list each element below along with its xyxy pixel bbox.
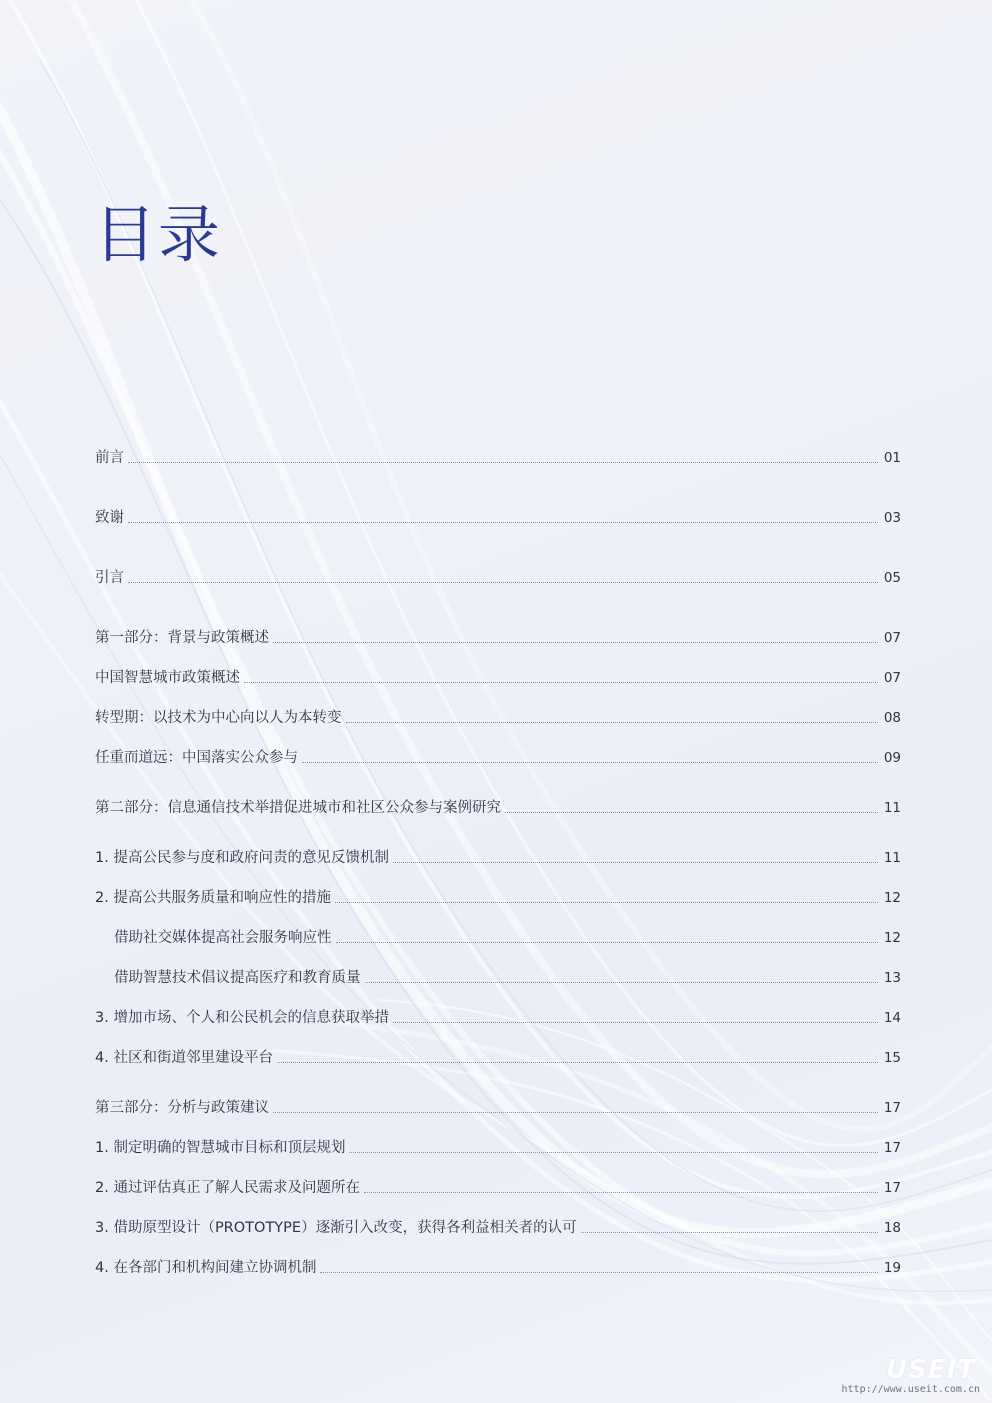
toc-entry-label: 前言: [95, 450, 124, 466]
toc-entry-label: 3. 借助原型设计（PROTOTYPE）逐渐引入改变，获得各利益相关者的认可: [95, 1220, 577, 1236]
toc-leader-dots: [349, 1151, 878, 1153]
toc-leader-dots: [128, 581, 878, 583]
watermark-logo: USEIT: [885, 1355, 976, 1385]
toc-entry[interactable]: [95, 748, 901, 768]
toc-leader-dots: [277, 1061, 878, 1063]
toc-entry[interactable]: [95, 1008, 901, 1028]
toc-leader-dots: [335, 901, 878, 903]
toc-entry[interactable]: [95, 508, 901, 528]
toc-entry-label: 2. 通过评估真正了解人民需求及问题所在: [95, 1180, 360, 1196]
toc-entry-page-number: 13: [883, 970, 901, 986]
toc-entry-page-number: 03: [883, 510, 901, 526]
toc-leader-dots: [505, 811, 878, 813]
toc-entry-page-number: 07: [883, 670, 901, 686]
toc-leader-dots: [336, 941, 879, 943]
toc-entry-page-number: 19: [883, 1260, 901, 1276]
toc-entry[interactable]: [95, 848, 901, 868]
toc-leader-dots: [393, 861, 878, 863]
toc-entry[interactable]: [95, 1098, 901, 1118]
toc-entry-label: 1. 制定明确的智慧城市目标和顶层规划: [95, 1140, 346, 1156]
toc-entry-page-number: 12: [883, 890, 901, 906]
toc-leader-dots: [364, 1191, 878, 1193]
toc-leader-dots: [302, 761, 878, 763]
toc-entry[interactable]: [95, 628, 901, 648]
toc-entry-page-number: 17: [883, 1140, 901, 1156]
toc-leader-dots: [128, 521, 878, 523]
toc-entry[interactable]: [95, 1178, 901, 1198]
toc-entry-label: 1. 提高公民参与度和政府问责的意见反馈机制: [95, 850, 389, 866]
toc-leader-dots: [320, 1271, 878, 1273]
toc-entry-label: 借助智慧技术倡议提高医疗和教育质量: [114, 970, 361, 986]
toc-entry-page-number: 14: [883, 1010, 901, 1026]
toc-entry-label: 中国智慧城市政策概述: [95, 670, 240, 686]
toc-entry[interactable]: [95, 1218, 901, 1238]
toc-entry-label: 第三部分：分析与政策建议: [95, 1100, 269, 1116]
toc-entry-page-number: 17: [883, 1100, 901, 1116]
toc-leader-dots: [346, 721, 879, 723]
toc-leader-dots: [393, 1021, 878, 1023]
watermark-url: http://www.useit.com.cn: [841, 1384, 980, 1395]
toc-entry[interactable]: [95, 1258, 901, 1278]
toc-entry[interactable]: [95, 668, 901, 688]
toc-entry-page-number: 01: [883, 450, 901, 466]
toc-leader-dots: [273, 1111, 878, 1113]
toc-entry-label: 3. 增加市场、个人和公民机会的信息获取举措: [95, 1010, 389, 1026]
toc-entry[interactable]: [95, 798, 901, 818]
toc-title: 目录: [94, 198, 223, 271]
toc-entry[interactable]: [95, 1048, 901, 1068]
toc-entry-page-number: 12: [883, 930, 901, 946]
toc-entry-page-number: 18: [883, 1220, 901, 1236]
toc-leader-dots: [128, 461, 878, 463]
toc-entry[interactable]: [95, 928, 901, 948]
toc-leader-dots: [581, 1231, 878, 1233]
toc-leader-dots: [244, 681, 878, 683]
toc-entry-page-number: 09: [883, 750, 901, 766]
toc-entry-label: 借助社交媒体提高社会服务响应性: [114, 930, 332, 946]
toc-entry-page-number: 17: [883, 1180, 901, 1196]
toc-entry-page-number: 11: [883, 850, 901, 866]
toc-entry-label: 任重而道远：中国落实公众参与: [95, 750, 298, 766]
toc-entry-label: 转型期：以技术为中心向以人为本转变: [95, 710, 342, 726]
toc-entry-label: 4. 在各部门和机构间建立协调机制: [95, 1260, 317, 1276]
toc-entry-page-number: 08: [883, 710, 901, 726]
toc-entry[interactable]: [95, 888, 901, 908]
toc-entry-label: 2. 提高公共服务质量和响应性的措施: [95, 890, 331, 906]
toc-entry-label: 第二部分：信息通信技术举措促进城市和社区公众参与案例研究: [95, 800, 501, 816]
toc-entry-label: 4. 社区和街道邻里建设平台: [95, 1050, 273, 1066]
toc-entry-label: 第一部分：背景与政策概述: [95, 630, 269, 646]
toc-entry-label: 引言: [95, 570, 124, 586]
toc-entry[interactable]: [95, 708, 901, 728]
toc-entry-page-number: 15: [883, 1050, 901, 1066]
toc-leader-dots: [365, 981, 879, 983]
toc-entry-label: 致谢: [95, 510, 124, 526]
toc-entry-page-number: 07: [883, 630, 901, 646]
toc-entry[interactable]: [95, 568, 901, 588]
toc-entry[interactable]: [95, 968, 901, 988]
toc-entry[interactable]: [95, 448, 901, 468]
toc-entry-page-number: 05: [883, 570, 901, 586]
toc-entry-page-number: 11: [883, 800, 901, 816]
toc-entry[interactable]: [95, 1138, 901, 1158]
toc-leader-dots: [273, 641, 878, 643]
